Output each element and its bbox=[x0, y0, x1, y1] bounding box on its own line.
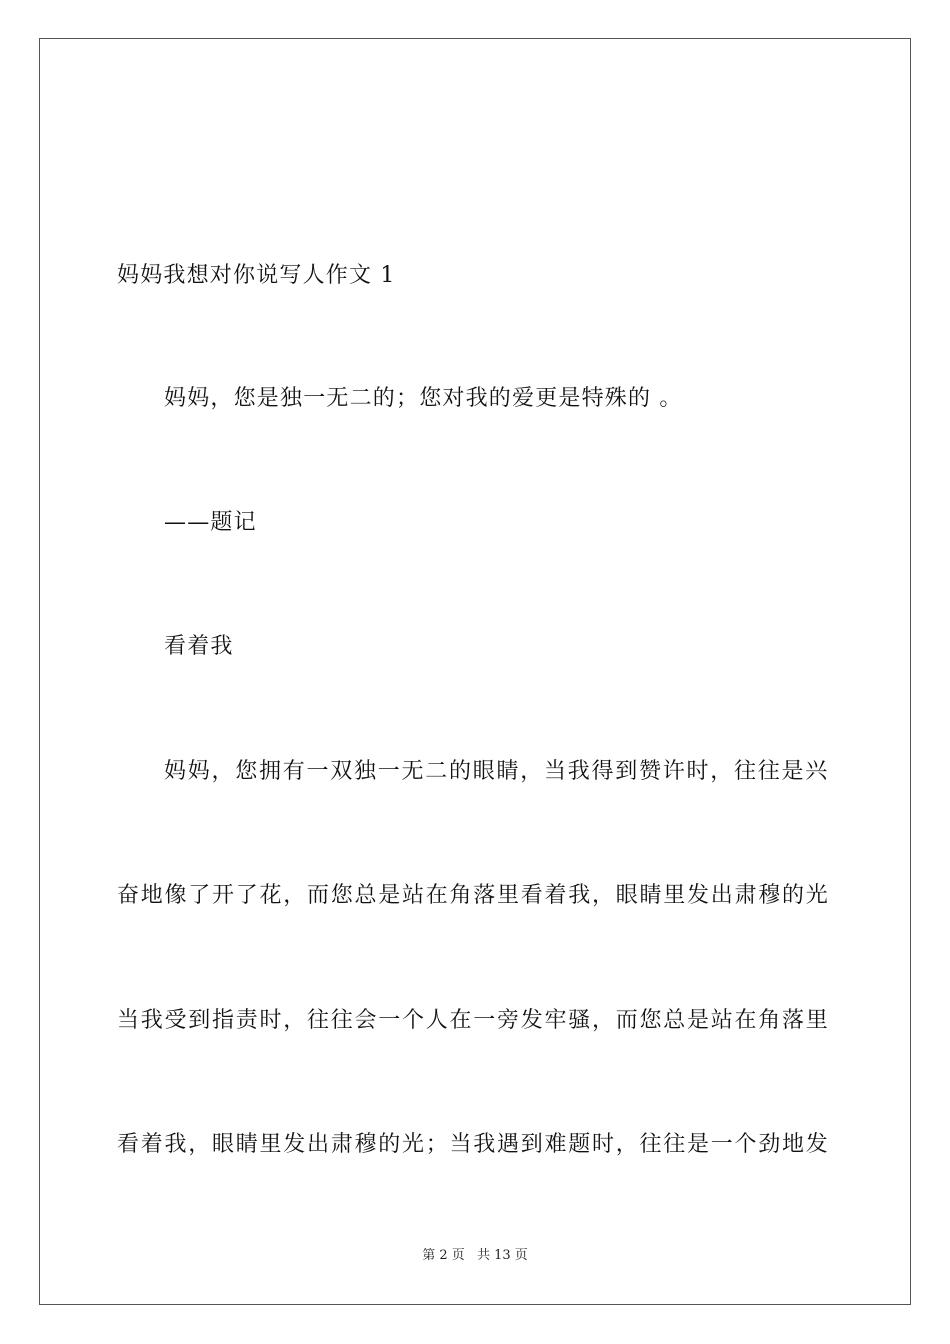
body-line: 奋地像了开了花，而您总是站在角落里看着我，眼睛里发出肃穆的光 bbox=[117, 883, 830, 908]
page-border bbox=[39, 38, 911, 1305]
page-footer bbox=[0, 1247, 950, 1265]
body-line: 妈妈，您拥有一双独一无二的眼睛，当我得到赞许时，往往是兴 bbox=[164, 759, 830, 784]
page-total: 共 13 页 bbox=[476, 1248, 528, 1263]
body-line: 看着我，眼睛里发出肃穆的光；当我遇到难题时，往往是一个劲地发 bbox=[117, 1132, 830, 1157]
paragraph-epigraph: 妈妈，您是独一无二的；您对我的爱更是特殊的 。 bbox=[164, 386, 683, 411]
section-heading: 看着我 bbox=[164, 634, 234, 659]
page-number: 第 2 页 bbox=[422, 1248, 465, 1263]
body-line: 当我受到指责时，往往会一个人在一旁发牢骚，而您总是站在角落里 bbox=[117, 1008, 830, 1033]
paragraph-epigraph-attribution: ——题记 bbox=[164, 510, 257, 535]
document-title: 妈妈我想对你说写人作文 1 bbox=[117, 263, 396, 288]
